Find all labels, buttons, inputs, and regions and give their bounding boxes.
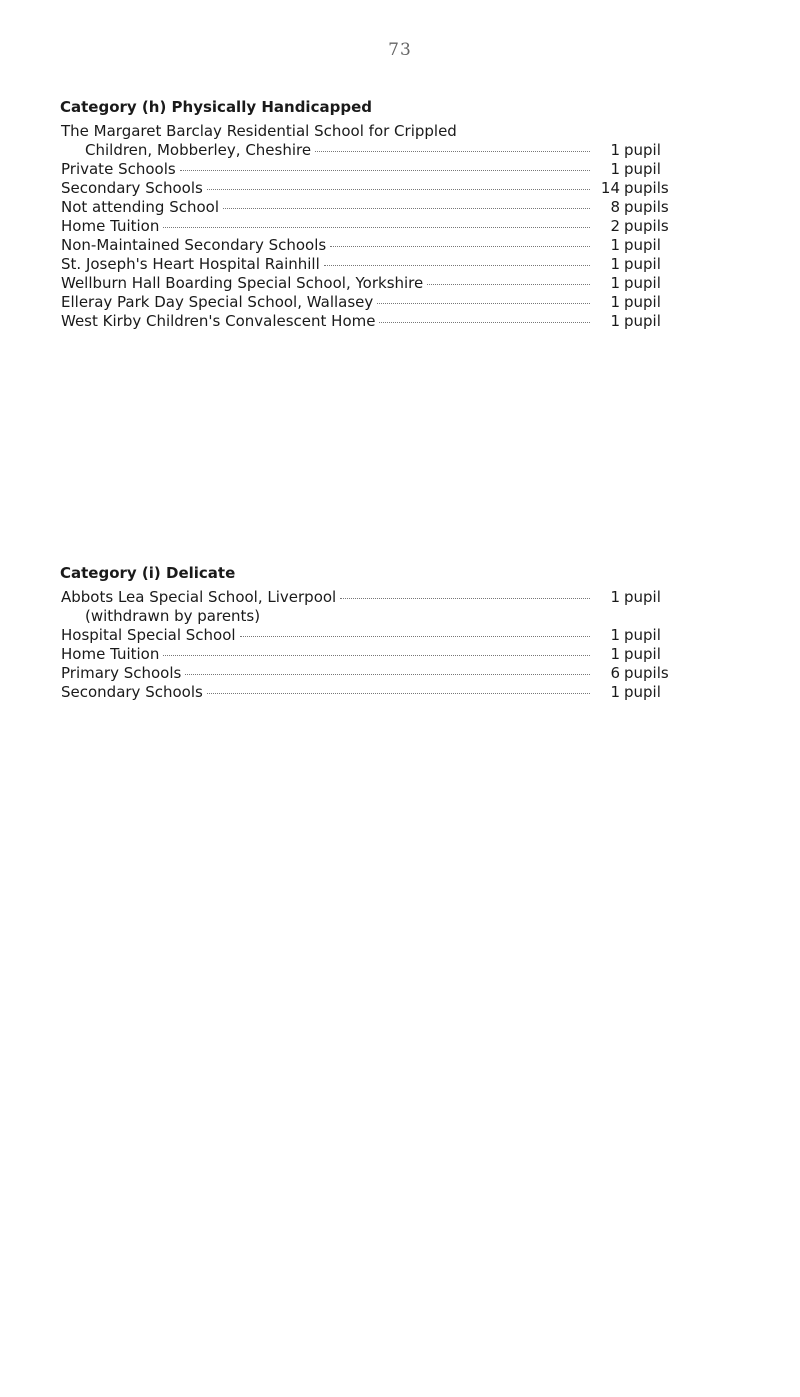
entry-unit: pupils [624, 198, 669, 216]
entry-label: Home Tuition [61, 645, 160, 663]
entry-label: Primary Schools [61, 664, 182, 682]
list-item [61, 293, 680, 312]
entry-count: 1 [610, 236, 620, 254]
dot-leader [324, 265, 590, 266]
entry-label: Children, Mobberley, Cheshire [85, 141, 312, 159]
entry-count: 1 [610, 274, 620, 292]
dot-leader [379, 322, 590, 323]
entry-unit: pupil [624, 588, 661, 606]
entry-unit: pupil [624, 141, 661, 159]
dot-leader [330, 246, 590, 247]
entry-label: Secondary Schools [61, 179, 203, 197]
category-heading: Category (i) Delicate [60, 564, 236, 582]
entry-count: 1 [610, 683, 620, 701]
page-number: 73 [388, 40, 412, 60]
list-item [61, 141, 680, 160]
entry-unit: pupil [624, 255, 661, 273]
entry-unit: pupil [624, 312, 661, 330]
dot-leader [427, 284, 590, 285]
entry-count: 1 [610, 141, 620, 159]
entry-label: St. Joseph's Heart Hospital Rainhill [61, 255, 320, 273]
entry-unit: pupils [624, 217, 669, 235]
category-heading: Category (h) Physically Handicapped [60, 98, 372, 116]
entry-count: 1 [610, 645, 620, 663]
entry-count: 1 [610, 255, 620, 273]
dot-leader [185, 674, 590, 675]
entry-label: Secondary Schools [61, 683, 203, 701]
entry-count: 2 [610, 217, 620, 235]
entry-unit: pupil [624, 626, 661, 644]
list-item [61, 683, 680, 702]
entry-count: 14 [600, 179, 620, 197]
entry-unit: pupil [624, 274, 661, 292]
list-item [61, 664, 680, 683]
entry-unit: pupil [624, 645, 661, 663]
dot-leader [223, 208, 590, 209]
entry-unit: pupils [624, 179, 669, 197]
list-item [61, 198, 680, 217]
list-item [61, 274, 680, 293]
entry-count: 6 [610, 664, 620, 682]
list-item [61, 588, 680, 607]
entry-label: Abbots Lea Special School, Liverpool [61, 588, 337, 606]
entry-count: 1 [610, 588, 620, 606]
entry-unit: pupil [624, 683, 661, 701]
entry-unit: pupil [624, 293, 661, 311]
entry-label: Non-Maintained Secondary Schools [61, 236, 327, 254]
dot-leader [180, 170, 590, 171]
entry-count: 1 [610, 160, 620, 178]
entry-count: 1 [610, 293, 620, 311]
entry-unit: pupil [624, 160, 661, 178]
entry-label: Wellburn Hall Boarding Special School, Yorkshire [61, 274, 424, 292]
entry-count: 1 [610, 312, 620, 330]
dot-leader [207, 693, 590, 694]
entry-unit: pupil [624, 236, 661, 254]
entry-list [61, 588, 680, 702]
list-item [61, 122, 680, 141]
list-item [61, 312, 680, 331]
list-item [61, 179, 680, 198]
category-i-section [60, 562, 680, 702]
entry-list [61, 122, 680, 331]
entry-label: Private Schools [61, 160, 176, 178]
category-h-section [60, 96, 680, 331]
list-item [61, 217, 680, 236]
dot-leader [163, 655, 590, 656]
entry-label: Elleray Park Day Special School, Wallasey [61, 293, 374, 311]
entry-count: 8 [610, 198, 620, 216]
entry-label: The Margaret Barclay Residential School for Crippled [61, 122, 457, 140]
dot-leader [207, 189, 590, 190]
entry-count: 1 [610, 626, 620, 644]
dot-leader [163, 227, 590, 228]
entry-unit: pupils [624, 664, 669, 682]
list-item [61, 607, 680, 626]
entry-label: (withdrawn by parents) [85, 607, 261, 625]
dot-leader [240, 636, 590, 637]
list-item [61, 626, 680, 645]
dot-leader [315, 151, 590, 152]
entry-label: Home Tuition [61, 217, 160, 235]
entry-label: Hospital Special School [61, 626, 236, 644]
list-item [61, 236, 680, 255]
list-item [61, 160, 680, 179]
dot-leader [340, 598, 590, 599]
entry-label: Not attending School [61, 198, 220, 216]
list-item [61, 255, 680, 274]
dot-leader [377, 303, 590, 304]
list-item [61, 645, 680, 664]
entry-label: West Kirby Children's Convalescent Home [61, 312, 376, 330]
